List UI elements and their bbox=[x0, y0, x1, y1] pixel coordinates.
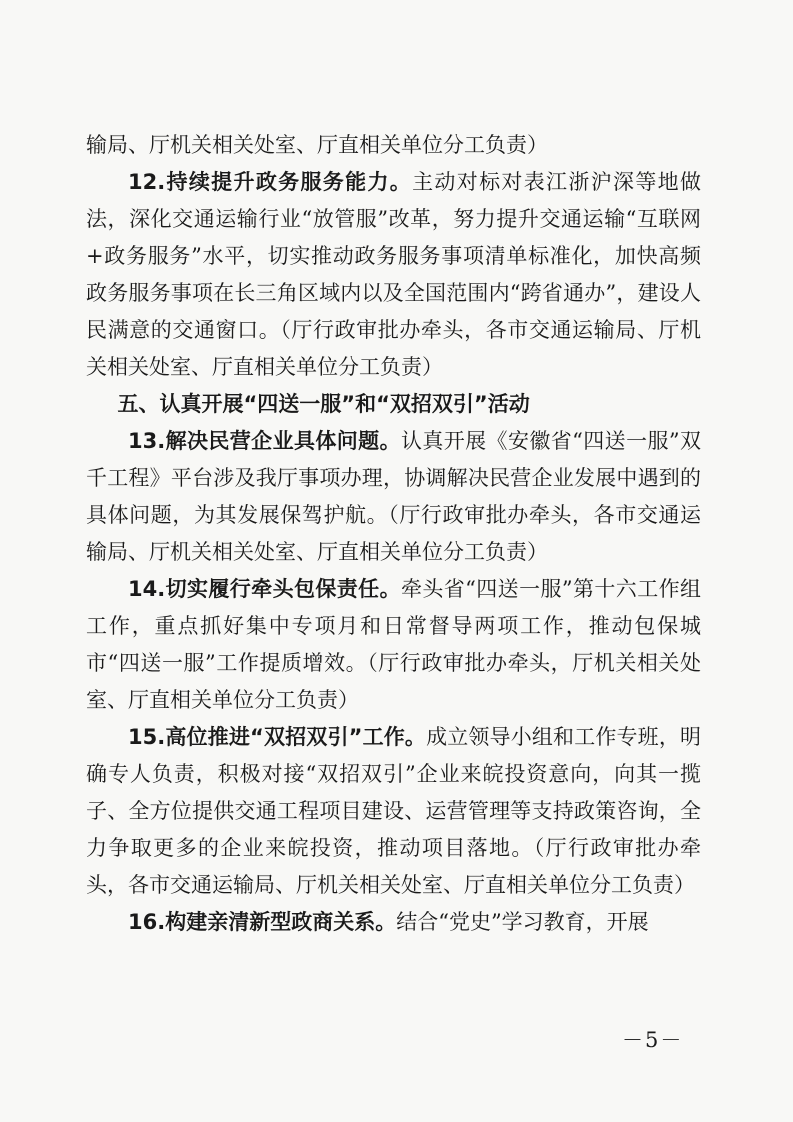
paragraph-item-14 bbox=[86, 571, 701, 719]
paragraph-text: 输局、厅机关相关处室、厅直相关单位分工负责） bbox=[86, 133, 548, 157]
section-heading-5: 五、认真开展“四送一服”和“双招双引”活动 bbox=[117, 392, 530, 416]
paragraph-item-13 bbox=[86, 423, 701, 571]
page-number: －5－ bbox=[622, 1028, 684, 1052]
paragraph-lead: 15.高位推进“双招双引”工作。 bbox=[128, 725, 427, 749]
paragraph-continued bbox=[86, 127, 701, 164]
paragraph-item-12 bbox=[86, 164, 701, 386]
paragraph-text: 主动对标对表江浙沪深等地做法，深化交通运输行业“放管服”改革，努力提升交通运输“互联网+政务服务”水平，切实推动政务服务事项清单标准化，加快高频政务服务事项在长三角区域内以及全国范围内“跨省通办”，建设人民满意的交通窗口。（厅行政审批办牵头，各市交通运输局、厅机关相关处室、厅直相关单位分工负责） bbox=[86, 170, 702, 379]
paragraph-text: 牵头省“四送一服”第十六工作组工作，重点抓好集中专项月和日常督导两项工作，推动包保城市“四送一服”工作提质增效。（厅行政审批办牵头，厅机关相关处室、厅直相关单位分工负责） bbox=[86, 577, 701, 712]
paragraph-item-16 bbox=[86, 904, 701, 941]
paragraph-lead: 16.构建亲清新型政商关系。 bbox=[128, 910, 397, 934]
document-body bbox=[86, 127, 701, 941]
paragraph-text: 结合“党史”学习教育，开展 bbox=[396, 910, 649, 934]
paragraph-lead: 14.切实履行牵头包保责任。 bbox=[128, 577, 401, 601]
paragraph-lead: 13.解决民营企业具体问题。 bbox=[128, 429, 401, 453]
paragraph-item-15 bbox=[86, 719, 701, 904]
paragraph-text: 认真开展《安徽省“四送一服”双千工程》平台涉及我厅事项办理，协调解决民营企业发展中遇到的具体问题，为其发展保驾护航。（厅行政审批办牵头，各市交通运输局、厅机关相关处室、厅直相关单位分工负责） bbox=[86, 429, 701, 564]
paragraph-lead: 12.持续提升政务服务能力。 bbox=[128, 170, 413, 194]
paragraph-text: 成立领导小组和工作专班，明确专人负责，积极对接“双招双引”企业来皖投资意向，向其一揽子、全方位提供交通工程项目建设、运营管理等支持政策咨询，全力争取更多的企业来皖投资，推动项目落地。（厅行政审批办牵头，各市交通运输局、厅机关相关处室、厅直相关单位分工负责） bbox=[86, 725, 701, 897]
